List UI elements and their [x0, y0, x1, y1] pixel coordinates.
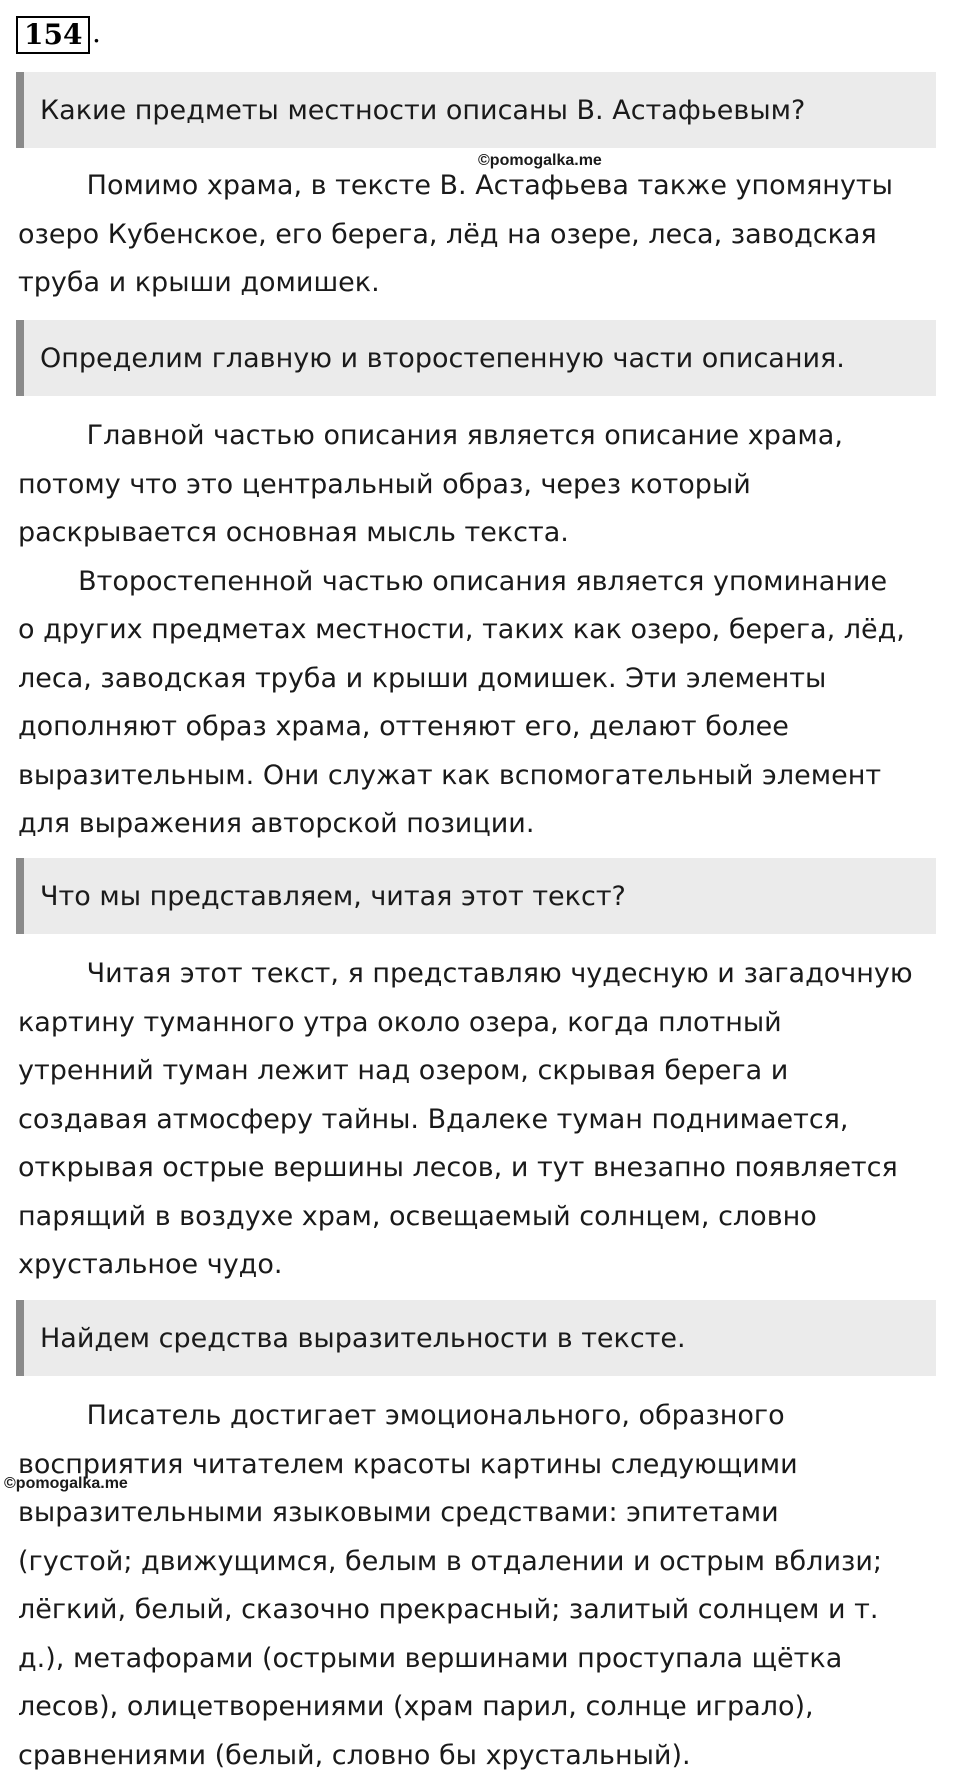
question-heading-4: Найдем средства выразительности в тексте. [16, 1300, 936, 1376]
question-heading-1: Какие предметы местности описаны В. Астафьевым? [16, 72, 936, 148]
task-number-dot: . [92, 16, 101, 49]
question-heading-3: Что мы представляем, читая этот текст? [16, 858, 936, 934]
answer-paragraph-3: Читая этот текст, я представляю чудесную и загадочную картину туманного утра около озера, когда плотный утренний туман лежит над озером, скрывая берега и создавая атмосферу тайны. Вдалеке туман поднимается, открывая острые вершины лесов, и тут внезапно появляется парящий в воздухе храм, освещаемый солнцем, словно хрустальное чудо. [18, 958, 913, 1280]
answer-paragraph-1: Помимо храма, в тексте В. Астафьева также упомянуты озеро Кубенское, его берега, лёд на озере, леса, заводская труба и крыши домишек. [18, 170, 893, 298]
answer-paragraph-4: Писатель достигает эмоционального, образного восприятия читателем красоты картины следующими выразительными языковыми средствами: эпитетами (густой; движущимся, белым в отдалении и острым вблизи; лёгкий, белый, сказочно прекрасный; залитый солнцем и т. д.), метафорами (острыми вершинами проступала щётка лесов), олицетворениями (храм парил, солнце играло), сравнениями (белый, словно бы хрустальный). [18, 1400, 882, 1771]
watermark-top: ©pomogalka.me [478, 152, 602, 169]
question-heading-2: Определим главную и второстепенную части описания. [16, 320, 936, 396]
watermark-bottom: ©pomogalka.me [4, 1475, 128, 1492]
answer-paragraph-2: Главной частью описания является описание храма, потому что это центральный образ, через который раскрывается основная мысль текста. Второстепенной частью описания является упоминание о других предметах местности, таких как озеро, берега, лёд, леса, заводская труба и крыши домишек. Эти элементы дополняют образ храма, оттеняют его, делают более выразительным. Они служат как вспомогательный элемент для выражения авторской позиции. [18, 420, 905, 839]
task-number: 154 [16, 16, 90, 54]
